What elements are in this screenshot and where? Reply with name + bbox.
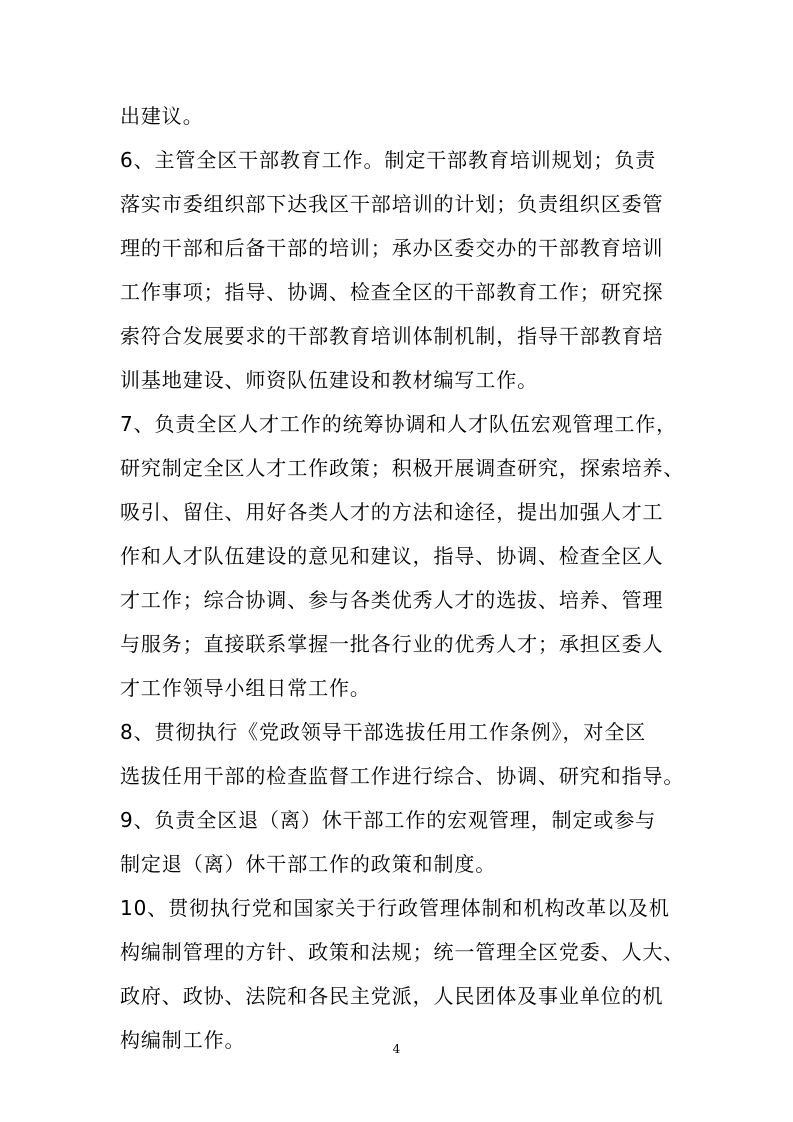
text-line: 作和人才队伍建设的意见和建议，指导、协调、检查全区人: [120, 544, 664, 568]
text-line: 出建议。: [120, 104, 204, 128]
text-line: 理的干部和后备干部的培训；承办区委交办的干部教育培训: [120, 236, 664, 260]
text-line: 才工作领导小组日常工作。: [120, 676, 371, 700]
text-line: 工作事项；指导、协调、检查全区的干部教育工作；研究探: [120, 280, 664, 304]
text-line: 8、贯彻执行《党政领导干部选拔任用工作条例》，对全区: [120, 720, 647, 744]
text-line: 选拔任用干部的检查监督工作进行综合、协调、研究和指导。: [120, 764, 685, 788]
text-line: 9、负责全区退（离）休干部工作的宏观管理，制定或参与: [120, 808, 657, 832]
text-line: 政府、政协、法院和各民主党派，人民团体及事业单位的机: [120, 984, 664, 1008]
text-line: 研究制定全区人才工作政策；积极开展调查研究，探索培养、: [120, 456, 685, 480]
text-line: 6、主管全区干部教育工作。制定干部教育培训规划；负责: [120, 148, 657, 172]
text-line: 吸引、留住、用好各类人才的方法和途径，提出加强人才工: [120, 500, 664, 524]
text-line: 训基地建设、师资队伍建设和教材编写工作。: [120, 368, 538, 392]
text-line: 落实市委组织部下达我区干部培训的计划；负责组织区委管: [120, 192, 664, 216]
text-line: 才工作；综合协调、参与各类优秀人才的选拔、培养、管理: [120, 588, 664, 612]
text-line: 与服务；直接联系掌握一批各行业的优秀人才；承担区委人: [120, 632, 664, 656]
text-line: 索符合发展要求的干部教育培训体制机制，指导干部教育培: [120, 324, 664, 348]
text-line: 7、负责全区人才工作的统筹协调和人才队伍宏观管理工作，: [120, 412, 678, 436]
text-line: 制定退（离）休干部工作的政策和制度。: [120, 852, 497, 876]
text-line: 构编制管理的方针、政策和法规；统一管理全区党委、人大、: [120, 940, 685, 964]
text-line: 10、贯彻执行党和国家关于行政管理体制和机构改革以及机: [120, 896, 670, 920]
page-number: 4: [392, 1042, 401, 1056]
text-line: 构编制工作。: [120, 1028, 246, 1052]
